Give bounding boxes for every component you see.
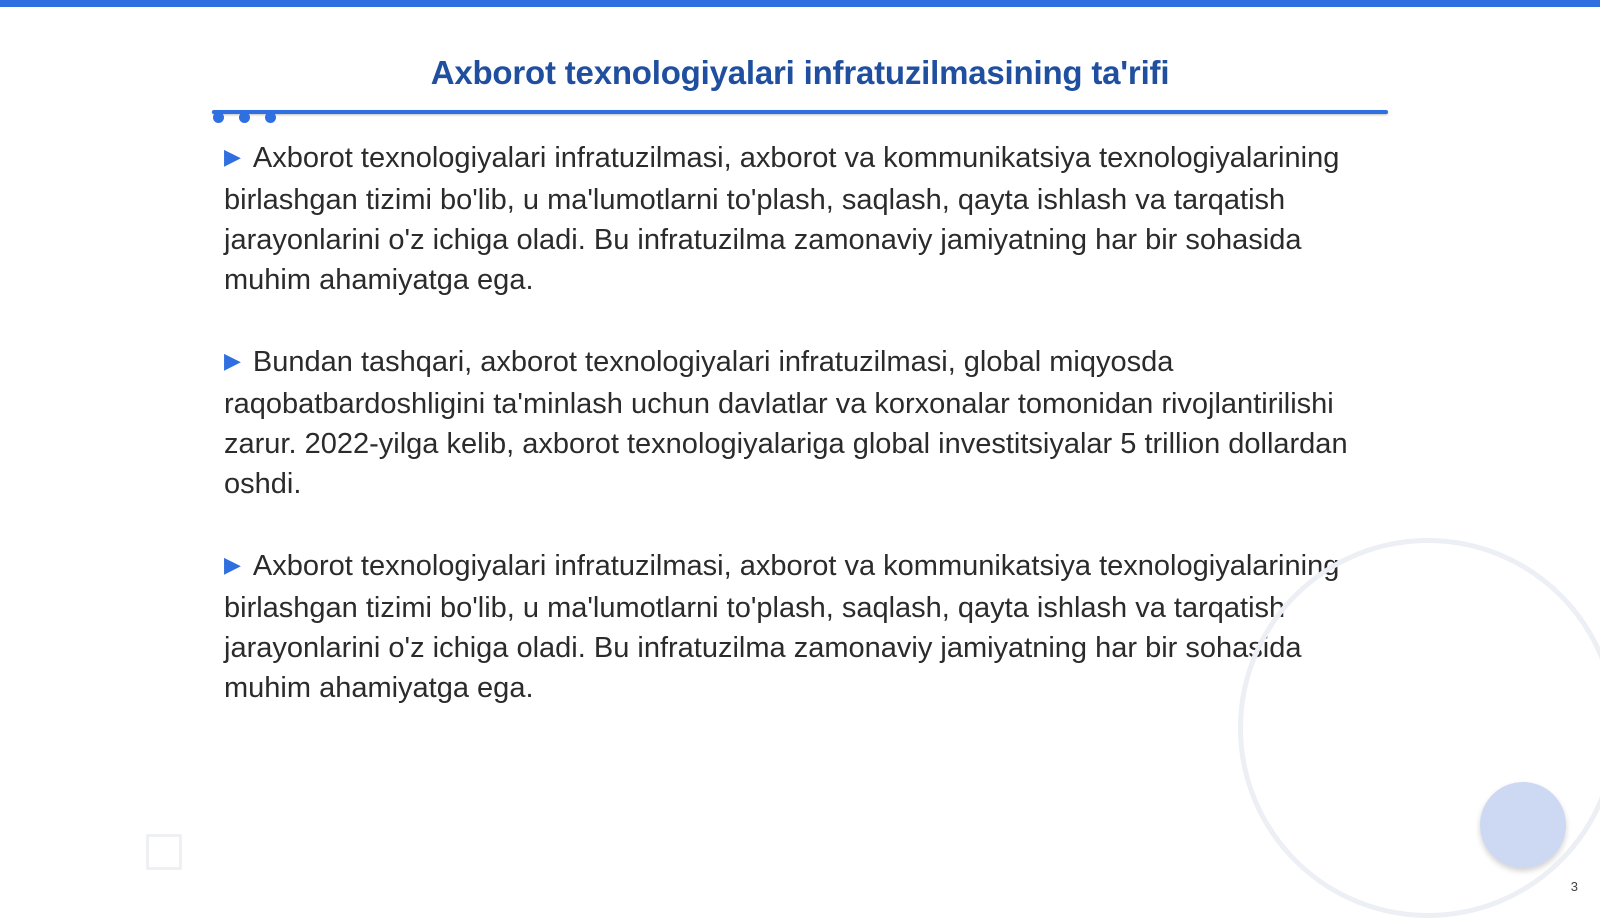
slide-title: Axborot texnologiyalari infratuzilmasining ta'rifi — [430, 54, 1170, 91]
triangle-bullet-icon: ▶ — [224, 144, 241, 169]
bullet-text: Axborot texnologiyalari infratuzilmasi, axborot va kommunikatsiya texnologiyalarining birlashgan tizimi bo'lib, u ma'lumotlarni to'plash, saqlash, qayta ishlash va tarqatish jarayonlarini o'z ichiga oladi. Bu infratuzilma zamonaviy jamiyatning har bir sohasida muhim ahamiyatga ega. — [224, 142, 1340, 296]
bullet-item — [224, 342, 1374, 504]
bullet-text: Bundan tashqari, axborot texnologiyalari infratuzilmasi, global miqyosda raqobatbardoshligini ta'minlash uchun davlatlar va korxonalar tomonidan rivojlantirilishi zarur. 2022-yilga kelib, axborot texnologiyalariga global investitsiyalar 5 trillion dollardan oshdi. — [224, 346, 1348, 500]
page-number: 3 — [1570, 879, 1578, 894]
top-accent-bar — [0, 0, 1600, 7]
decorative-square — [146, 834, 182, 870]
triangle-bullet-icon: ▶ — [224, 348, 241, 373]
decorative-bubble — [1480, 782, 1566, 868]
decorative-dot — [239, 112, 250, 123]
decorative-dot — [265, 112, 276, 123]
bullet-list — [224, 138, 1374, 750]
bullet-item — [224, 546, 1374, 708]
bullet-item — [224, 138, 1374, 300]
decorative-dot — [213, 112, 224, 123]
bullet-text: Axborot texnologiyalari infratuzilmasi, axborot va kommunikatsiya texnologiyalarining birlashgan tizimi bo'lib, u ma'lumotlarni to'plash, saqlash, qayta ishlash va tarqatish jarayonlarini o'z ichiga oladi. Bu infratuzilma zamonaviy jamiyatning har bir sohasida muhim ahamiyatga ega. — [224, 550, 1340, 704]
triangle-bullet-icon: ▶ — [224, 552, 241, 577]
title-underline — [212, 110, 1388, 114]
